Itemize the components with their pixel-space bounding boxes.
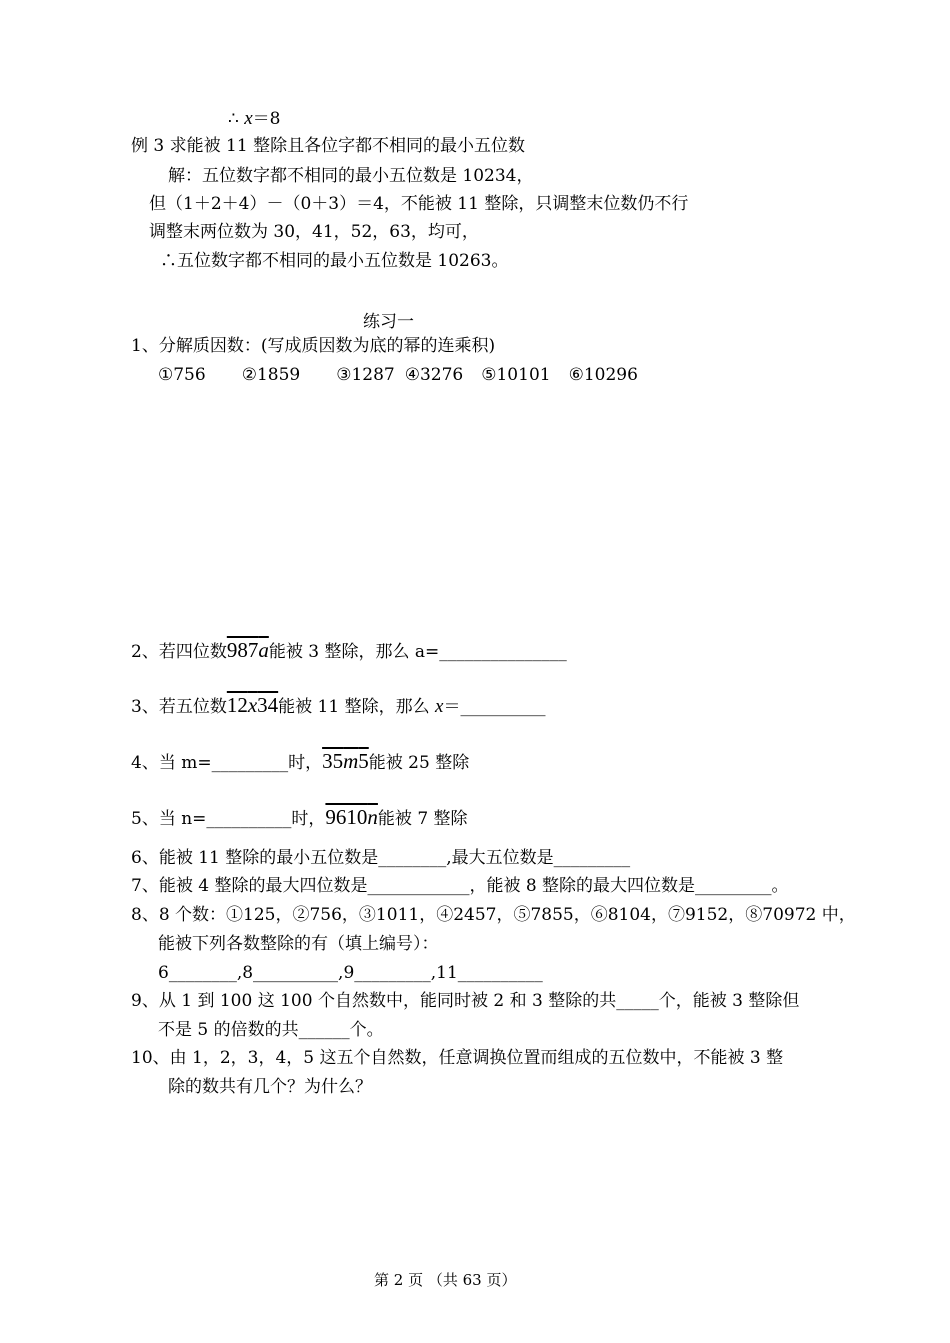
question-1: 1、分解质因数：(写成质因数为底的幂的连乘积) [131, 336, 496, 356]
question-9-line2: 不是 5 的倍数的共______个。 [158, 1020, 384, 1040]
exercise-title: 练习一 [363, 312, 414, 332]
therefore-line [228, 108, 281, 130]
question-8-line1: 8、8 个数：①125，②756，③1011，④2457，⑤7855，⑥8104，⑦9152，⑧70972 中， [131, 905, 856, 925]
question-4 [131, 749, 469, 774]
variable-x: x [244, 108, 253, 129]
question-9-line1: 9、从 1 到 100 这 100 个自然数中，能同时被 2 和 3 整除的共_____个，能被 3 整除但 [131, 991, 800, 1011]
q5-suffix: 能被 7 整除 [377, 809, 468, 829]
question-10-line1: 10、由 1，2，3，4，5 这五个自然数，任意调换位置而组成的五位数中，不能被 3 整 [131, 1048, 784, 1068]
question-8-line3: 6________,8__________,9_________,11__________ [158, 963, 543, 983]
q1-item-5: ⑤10101 [481, 365, 551, 385]
page-footer: 第 2 页 （共 63 页） [374, 1271, 517, 1289]
question-1-items [158, 364, 638, 386]
question-8-line2: 能被下列各数整除的有（填上编号）： [158, 934, 439, 954]
example3-solution-line4: ∴五位数字都不相同的最小五位数是 10263。 [160, 251, 509, 271]
q4-prefix: 4、当 m=_________时， [131, 753, 323, 773]
example3-solution-line2: 但（1＋2＋4）－（0＋3）＝4，不能被 11 整除，只调整末位数仍不行 [149, 194, 689, 214]
question-6: 6、能被 11 整除的最小五位数是________,最大五位数是_________ [131, 848, 631, 868]
question-10-line2: 除的数共有几个？为什么？ [168, 1077, 372, 1097]
question-3 [131, 693, 545, 718]
q5-digits: 9610 [325, 805, 368, 829]
q1-item-4: ④3276 [404, 365, 464, 385]
q2-number-overline [227, 638, 269, 661]
q1-item-3: ③1287 [336, 365, 395, 385]
q3-number-overline [227, 693, 278, 716]
q3-variable-x: x [435, 696, 444, 717]
q3-prefix: 3、若五位数 [131, 697, 227, 717]
question-5 [131, 805, 468, 830]
q2-suffix: 能被 3 整除，那么 a=_______________ [268, 642, 567, 662]
equals-value: ＝8 [252, 109, 281, 129]
question-2 [131, 638, 567, 663]
q2-variable: a [258, 638, 269, 662]
q3-suffix-1: 能被 11 整除，那么 [278, 697, 430, 717]
question-7: 7、能被 4 整除的最大四位数是____________，能被 8 整除的最大四位数是_________。 [131, 876, 789, 896]
q3-suffix-2: ＝__________ [443, 697, 546, 717]
q5-prefix: 5、当 n=__________时， [131, 809, 326, 829]
example3-title: 例 3 求能被 11 整除且各位字都不相同的最小五位数 [131, 136, 526, 156]
q4-digits-2: 5 [358, 749, 369, 773]
q4-suffix: 能被 25 整除 [368, 753, 470, 773]
q3-digits-1: 12 [226, 693, 248, 717]
q4-digits-1: 35 [322, 749, 344, 773]
q3-variable: x [247, 693, 258, 717]
example3-solution-line1: 解：五位数字都不相同的最小五位数是 10234， [168, 166, 534, 186]
q4-variable: m [343, 749, 359, 773]
q1-item-2: ②1859 [241, 365, 301, 385]
q3-digits-2: 34 [257, 693, 279, 717]
q4-number-overline [322, 749, 369, 772]
therefore-symbol: ∴ [228, 109, 239, 129]
q1-item-1: ①756 [158, 365, 206, 385]
q1-item-6: ⑥10296 [568, 365, 638, 385]
example3-solution-line3: 调整末两位数为 30，41，52，63，均可， [149, 222, 479, 242]
q5-number-overline [325, 805, 378, 828]
q2-digits: 987 [226, 638, 259, 662]
q5-variable: n [367, 805, 378, 829]
q2-prefix: 2、若四位数 [131, 642, 227, 662]
